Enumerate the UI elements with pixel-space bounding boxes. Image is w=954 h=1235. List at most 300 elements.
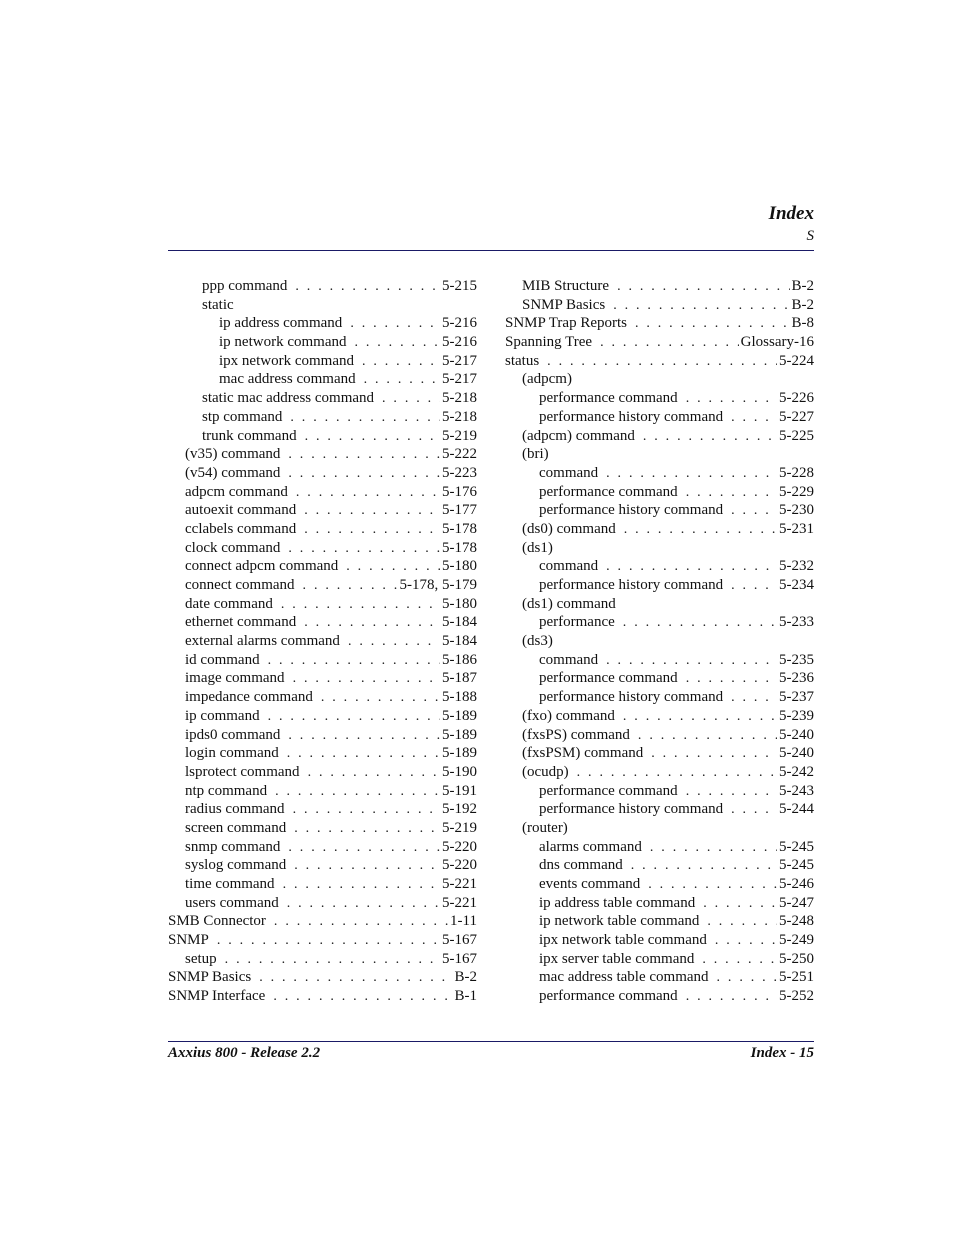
index-entry bbox=[505, 352, 814, 371]
index-page-ref: 5-239 bbox=[779, 707, 814, 724]
index-page-ref: 5-221 bbox=[442, 894, 477, 911]
index-term: performance command bbox=[539, 390, 678, 407]
index-page-ref: 5-222 bbox=[442, 446, 477, 463]
dot-leader bbox=[288, 727, 440, 746]
index-page-ref: B-1 bbox=[454, 988, 477, 1005]
dot-leader bbox=[287, 895, 440, 914]
index-page-ref: 5-233 bbox=[779, 614, 814, 631]
index-page-ref: 5-189 bbox=[442, 745, 477, 762]
index-entry bbox=[505, 763, 814, 782]
index-page-ref: 5-190 bbox=[442, 763, 477, 780]
index-term: SNMP Interface bbox=[168, 988, 266, 1005]
index-term: performance history command bbox=[539, 408, 724, 425]
index-entry bbox=[168, 856, 477, 875]
dot-leader bbox=[288, 540, 440, 559]
index-entry bbox=[168, 632, 477, 651]
dot-leader bbox=[304, 614, 440, 633]
index-term: mac address table command bbox=[539, 969, 709, 986]
index-term: performance bbox=[539, 614, 615, 631]
dot-leader bbox=[686, 783, 777, 802]
index-entry bbox=[505, 595, 814, 614]
index-term: stp command bbox=[202, 408, 283, 425]
index-entry bbox=[168, 688, 477, 707]
index-page-ref: 5-247 bbox=[779, 894, 814, 911]
index-term: adpcm command bbox=[185, 483, 288, 500]
dot-leader bbox=[259, 969, 452, 988]
index-entry bbox=[168, 875, 477, 894]
index-entry bbox=[505, 688, 814, 707]
index-term: status bbox=[505, 352, 540, 369]
index-entry bbox=[168, 912, 477, 931]
index-page-ref: 5-219 bbox=[442, 427, 477, 444]
index-entry bbox=[168, 427, 477, 446]
index-page-ref: 5-231 bbox=[779, 520, 814, 537]
dot-leader bbox=[293, 670, 440, 689]
index-page-ref: 5-218 bbox=[442, 390, 477, 407]
index-term: (v54) command bbox=[185, 464, 281, 481]
index-term: (ocudp) bbox=[522, 763, 569, 780]
index-term: connect command bbox=[185, 577, 295, 593]
index-entry bbox=[168, 968, 477, 987]
index-entry bbox=[505, 950, 814, 969]
dot-leader bbox=[305, 428, 440, 447]
index-page-ref: 5-249 bbox=[779, 932, 814, 949]
dot-leader bbox=[304, 521, 440, 540]
index-entry bbox=[505, 782, 814, 801]
index-page-ref: 5-180 bbox=[442, 595, 477, 612]
index-entry bbox=[168, 576, 477, 595]
dot-leader bbox=[288, 465, 440, 484]
dot-leader bbox=[638, 727, 777, 746]
index-page-ref: 5-240 bbox=[779, 726, 814, 743]
index-term: (adpcm) command bbox=[522, 427, 635, 444]
index-entry bbox=[168, 950, 477, 969]
dot-leader bbox=[304, 502, 440, 521]
index-page-ref: 5-237 bbox=[779, 689, 814, 706]
index-term: performance command bbox=[539, 782, 678, 799]
index-term: date command bbox=[185, 595, 273, 612]
index-entry bbox=[168, 520, 477, 539]
index-entry bbox=[168, 987, 477, 1006]
index-entry bbox=[168, 669, 477, 688]
index-entry bbox=[168, 314, 477, 333]
index-entry bbox=[168, 464, 477, 483]
index-term: static mac address command bbox=[202, 390, 375, 407]
index-term: ip address table command bbox=[539, 894, 696, 911]
index-entry bbox=[505, 613, 814, 632]
index-entry bbox=[168, 595, 477, 614]
index-entry bbox=[168, 782, 477, 801]
index-entry bbox=[505, 296, 814, 315]
dot-leader bbox=[364, 371, 440, 390]
dot-leader bbox=[617, 278, 789, 297]
dot-leader bbox=[577, 764, 777, 783]
dot-leader bbox=[686, 988, 777, 1007]
index-entry bbox=[505, 931, 814, 950]
dot-leader bbox=[606, 652, 777, 671]
dot-leader bbox=[547, 353, 777, 372]
dot-leader bbox=[600, 334, 739, 353]
index-page-ref: 5-218 bbox=[442, 408, 477, 425]
index-page-ref: 5-178 bbox=[442, 520, 477, 537]
index-page-ref: 5-180 bbox=[442, 558, 477, 575]
index-term: static bbox=[202, 296, 234, 313]
index-page-ref: Glossary-16 bbox=[740, 334, 814, 351]
index-term: SNMP Basics bbox=[168, 969, 252, 986]
index-term: command bbox=[539, 651, 599, 668]
index-term: mac address command bbox=[219, 371, 356, 388]
index-term: (ds1) bbox=[522, 539, 553, 556]
dot-leader bbox=[623, 708, 777, 727]
index-term: performance history command bbox=[539, 577, 724, 593]
index-page-ref: 5-167 bbox=[442, 932, 477, 949]
dot-leader bbox=[731, 801, 777, 820]
dot-leader bbox=[703, 895, 777, 914]
dot-leader bbox=[686, 670, 777, 689]
index-term: ip network table command bbox=[539, 913, 700, 930]
index-entry bbox=[505, 520, 814, 539]
index-page-ref: 5-167 bbox=[442, 950, 477, 967]
index-entry bbox=[168, 408, 477, 427]
index-term: ntp command bbox=[185, 782, 268, 799]
index-page-ref: 5-226 bbox=[779, 390, 814, 407]
index-term: clock command bbox=[185, 539, 281, 556]
index-page-ref: 5-224 bbox=[779, 352, 814, 369]
dot-leader bbox=[702, 951, 777, 970]
index-term: events command bbox=[539, 876, 641, 892]
dot-leader bbox=[631, 857, 777, 876]
index-page-ref: 5-184 bbox=[442, 633, 477, 650]
index-term: ppp command bbox=[202, 278, 288, 294]
index-page-ref: 5-232 bbox=[779, 558, 814, 575]
index-page-ref: 5-219 bbox=[442, 819, 477, 836]
index-page-ref: 5-227 bbox=[779, 408, 814, 425]
index-entry bbox=[168, 931, 477, 950]
index-entry bbox=[168, 726, 477, 745]
footer-divider bbox=[168, 1041, 814, 1042]
index-page-ref: 5-223 bbox=[442, 464, 477, 481]
index-term: impedance command bbox=[185, 689, 313, 706]
index-page-ref: 5-235 bbox=[779, 651, 814, 668]
index-term: trunk command bbox=[202, 427, 297, 444]
index-term: performance command bbox=[539, 483, 678, 500]
index-entry bbox=[168, 894, 477, 913]
dot-leader bbox=[303, 577, 398, 596]
index-page-ref: 5-189 bbox=[442, 707, 477, 724]
index-page-ref: 5-246 bbox=[779, 876, 814, 892]
index-entry bbox=[168, 651, 477, 670]
dot-leader bbox=[225, 951, 440, 970]
index-entry bbox=[168, 352, 477, 371]
index-term: id command bbox=[185, 651, 260, 668]
dot-leader bbox=[290, 409, 440, 428]
index-entry bbox=[505, 314, 814, 333]
dot-leader bbox=[293, 801, 440, 820]
dot-leader bbox=[707, 913, 777, 932]
index-entry bbox=[168, 800, 477, 819]
index-page-ref: 5-245 bbox=[779, 857, 814, 874]
index-page-ref: 5-248 bbox=[779, 913, 814, 930]
dot-leader bbox=[288, 839, 440, 858]
dot-leader bbox=[362, 353, 440, 372]
dot-leader bbox=[354, 334, 440, 353]
index-page-ref: 5-215 bbox=[442, 278, 477, 294]
index-entry bbox=[168, 277, 477, 296]
index-entry bbox=[168, 501, 477, 520]
footer-page-number: Index - 15 bbox=[750, 1045, 814, 1061]
index-page-ref: 5-186 bbox=[442, 651, 477, 668]
index-term: time command bbox=[185, 876, 275, 892]
index-page-ref: 5-251 bbox=[779, 969, 814, 986]
index-term: (ds1) command bbox=[522, 595, 616, 612]
section-letter: S bbox=[806, 228, 814, 244]
dot-leader bbox=[273, 988, 452, 1007]
index-page-ref: 5-187 bbox=[442, 670, 477, 687]
index-entry bbox=[505, 968, 814, 987]
index-page-ref: 5-243 bbox=[779, 782, 814, 799]
index-page-ref: 5-250 bbox=[779, 950, 814, 967]
index-entry bbox=[168, 707, 477, 726]
index-term: (fxsPSM) command bbox=[522, 745, 644, 762]
index-page-ref: 5-220 bbox=[442, 838, 477, 855]
index-page-ref: 5-188 bbox=[442, 689, 477, 706]
index-entry bbox=[505, 389, 814, 408]
index-page-ref: 5-245 bbox=[779, 838, 814, 855]
dot-leader bbox=[650, 839, 777, 858]
index-page-ref: 5-225 bbox=[779, 427, 814, 444]
index-entry bbox=[505, 987, 814, 1006]
index-term: ipx network command bbox=[219, 352, 354, 369]
dot-leader bbox=[294, 820, 440, 839]
dot-leader bbox=[731, 577, 777, 596]
index-entry bbox=[168, 539, 477, 558]
index-page-ref: 5-252 bbox=[779, 988, 814, 1005]
index-term: ip address command bbox=[219, 315, 343, 332]
index-term: (bri) bbox=[522, 446, 549, 463]
dot-leader bbox=[635, 315, 790, 334]
page-title: Index bbox=[768, 203, 814, 224]
index-entry bbox=[168, 557, 477, 576]
index-page-ref: 5-217 bbox=[442, 352, 477, 369]
index-term: ipx server table command bbox=[539, 950, 695, 967]
index-page-ref: 5-234 bbox=[779, 577, 814, 593]
index-term: performance history command bbox=[539, 801, 724, 818]
index-entry bbox=[505, 651, 814, 670]
dot-leader bbox=[731, 689, 777, 708]
dot-leader bbox=[217, 932, 440, 951]
index-term: syslog command bbox=[185, 857, 287, 874]
index-term: ethernet command bbox=[185, 614, 297, 631]
index-column-right bbox=[505, 277, 814, 1006]
index-term: connect adpcm command bbox=[185, 558, 339, 575]
dot-leader bbox=[295, 278, 440, 297]
index-entry bbox=[168, 333, 477, 352]
index-term: lsprotect command bbox=[185, 763, 300, 780]
index-entry bbox=[168, 838, 477, 857]
dot-leader bbox=[686, 484, 777, 503]
index-term: ipds0 command bbox=[185, 726, 281, 743]
index-term: dns command bbox=[539, 857, 623, 874]
dot-leader bbox=[731, 409, 777, 428]
index-entry bbox=[168, 613, 477, 632]
index-page-ref: 5-221 bbox=[442, 876, 477, 892]
index-entry bbox=[505, 370, 814, 389]
index-term: (ds0) command bbox=[522, 520, 616, 537]
index-entry bbox=[168, 389, 477, 408]
index-page-ref: 5-230 bbox=[779, 502, 814, 519]
dot-leader bbox=[346, 558, 440, 577]
index-entry bbox=[505, 744, 814, 763]
index-term: snmp command bbox=[185, 838, 281, 855]
index-term: performance history command bbox=[539, 689, 724, 706]
dot-leader bbox=[382, 390, 440, 409]
index-entry bbox=[505, 669, 814, 688]
dot-leader bbox=[287, 745, 440, 764]
index-page-ref: 5-192 bbox=[442, 801, 477, 818]
index-page-ref: 5-191 bbox=[442, 782, 477, 799]
index-term: cclabels command bbox=[185, 520, 297, 537]
index-page-ref: B-2 bbox=[454, 969, 477, 986]
index-page-ref: 5-216 bbox=[442, 315, 477, 332]
index-term: alarms command bbox=[539, 838, 642, 855]
index-page-ref: 5-176 bbox=[442, 483, 477, 500]
index-entry bbox=[505, 576, 814, 595]
dot-leader bbox=[283, 876, 440, 895]
index-term: autoexit command bbox=[185, 502, 297, 519]
index-entry bbox=[505, 277, 814, 296]
index-term: SNMP Trap Reports bbox=[505, 315, 627, 332]
dot-leader bbox=[281, 596, 440, 615]
index-term: SMB Connector bbox=[168, 913, 266, 930]
index-term: ip command bbox=[185, 707, 260, 724]
index-entry bbox=[168, 483, 477, 502]
index-entry bbox=[505, 838, 814, 857]
dot-leader bbox=[294, 857, 440, 876]
index-term: (v35) command bbox=[185, 446, 281, 463]
index-page-ref: 5-229 bbox=[779, 483, 814, 500]
dot-leader bbox=[643, 428, 777, 447]
index-term: (fxo) command bbox=[522, 707, 615, 724]
index-column-left bbox=[168, 277, 477, 1006]
index-term: SNMP Basics bbox=[522, 296, 606, 313]
index-entry bbox=[505, 726, 814, 745]
index-page-ref: 5-216 bbox=[442, 334, 477, 351]
index-entry bbox=[168, 296, 477, 315]
index-entry bbox=[505, 856, 814, 875]
dot-leader bbox=[274, 913, 448, 932]
dot-leader bbox=[717, 969, 777, 988]
index-page-ref: B-2 bbox=[791, 278, 814, 294]
index-entry bbox=[505, 427, 814, 446]
index-page-ref: B-8 bbox=[791, 315, 814, 332]
index-entry bbox=[505, 800, 814, 819]
dot-leader bbox=[613, 297, 789, 316]
index-entry bbox=[505, 707, 814, 726]
index-entry bbox=[505, 483, 814, 502]
index-entry bbox=[505, 539, 814, 558]
dot-leader bbox=[296, 484, 440, 503]
index-term: performance command bbox=[539, 670, 678, 687]
index-term: screen command bbox=[185, 819, 287, 836]
index-entry bbox=[168, 819, 477, 838]
index-term: image command bbox=[185, 670, 285, 687]
dot-leader bbox=[731, 502, 777, 521]
index-term: ip network command bbox=[219, 334, 347, 351]
index-entry bbox=[505, 557, 814, 576]
index-page-ref: B-2 bbox=[791, 296, 814, 313]
index-entry bbox=[505, 445, 814, 464]
index-entry bbox=[505, 464, 814, 483]
index-entry bbox=[505, 912, 814, 931]
index-entry bbox=[505, 875, 814, 894]
header-divider bbox=[168, 250, 814, 251]
index-entry bbox=[505, 333, 814, 352]
index-term: performance history command bbox=[539, 502, 724, 519]
index-term: external alarms command bbox=[185, 633, 340, 650]
index-term: (router) bbox=[522, 819, 568, 836]
dot-leader bbox=[268, 708, 440, 727]
index-entry bbox=[505, 894, 814, 913]
index-term: users command bbox=[185, 894, 279, 911]
index-page-ref: 5-178, 5-179 bbox=[399, 577, 477, 593]
index-term: (adpcm) bbox=[522, 371, 572, 388]
index-entry bbox=[505, 819, 814, 838]
index-page-ref: 5-184 bbox=[442, 614, 477, 631]
index-term: SNMP bbox=[168, 932, 209, 949]
index-page-ref: 5-178 bbox=[442, 539, 477, 556]
index-page-ref: 5-240 bbox=[779, 745, 814, 762]
index-term: radius command bbox=[185, 801, 285, 818]
index-page-ref: 5-242 bbox=[779, 763, 814, 780]
index-entry bbox=[168, 445, 477, 464]
dot-leader bbox=[288, 446, 440, 465]
index-term: performance command bbox=[539, 988, 678, 1005]
dot-leader bbox=[686, 390, 777, 409]
index-page-ref: 5-189 bbox=[442, 726, 477, 743]
index-term: setup bbox=[185, 950, 217, 967]
dot-leader bbox=[648, 876, 777, 895]
dot-leader bbox=[350, 315, 440, 334]
dot-leader bbox=[623, 614, 777, 633]
index-term: login command bbox=[185, 745, 279, 762]
index-entry bbox=[168, 763, 477, 782]
index-page-ref: 5-217 bbox=[442, 371, 477, 388]
index-page-ref: 5-220 bbox=[442, 857, 477, 874]
index-page-ref: 5-244 bbox=[779, 801, 814, 818]
index-entry bbox=[168, 370, 477, 389]
dot-leader bbox=[268, 652, 440, 671]
dot-leader bbox=[715, 932, 777, 951]
index-term: command bbox=[539, 464, 599, 481]
index-entry bbox=[505, 408, 814, 427]
dot-leader bbox=[275, 783, 440, 802]
index-page-ref: 5-177 bbox=[442, 502, 477, 519]
dot-leader bbox=[606, 558, 777, 577]
index-term: ipx network table command bbox=[539, 932, 707, 949]
index-page-ref: 1-11 bbox=[450, 913, 477, 930]
index-page-ref: 5-228 bbox=[779, 464, 814, 481]
dot-leader bbox=[321, 689, 440, 708]
index-term: command bbox=[539, 558, 599, 575]
index-entry bbox=[168, 744, 477, 763]
dot-leader bbox=[308, 764, 440, 783]
index-page-ref: 5-236 bbox=[779, 670, 814, 687]
index-term: MIB Structure bbox=[522, 278, 610, 294]
footer-document-title: Axxius 800 - Release 2.2 bbox=[168, 1045, 321, 1061]
index-entry bbox=[505, 501, 814, 520]
index-term: Spanning Tree bbox=[505, 334, 593, 351]
dot-leader bbox=[606, 465, 777, 484]
